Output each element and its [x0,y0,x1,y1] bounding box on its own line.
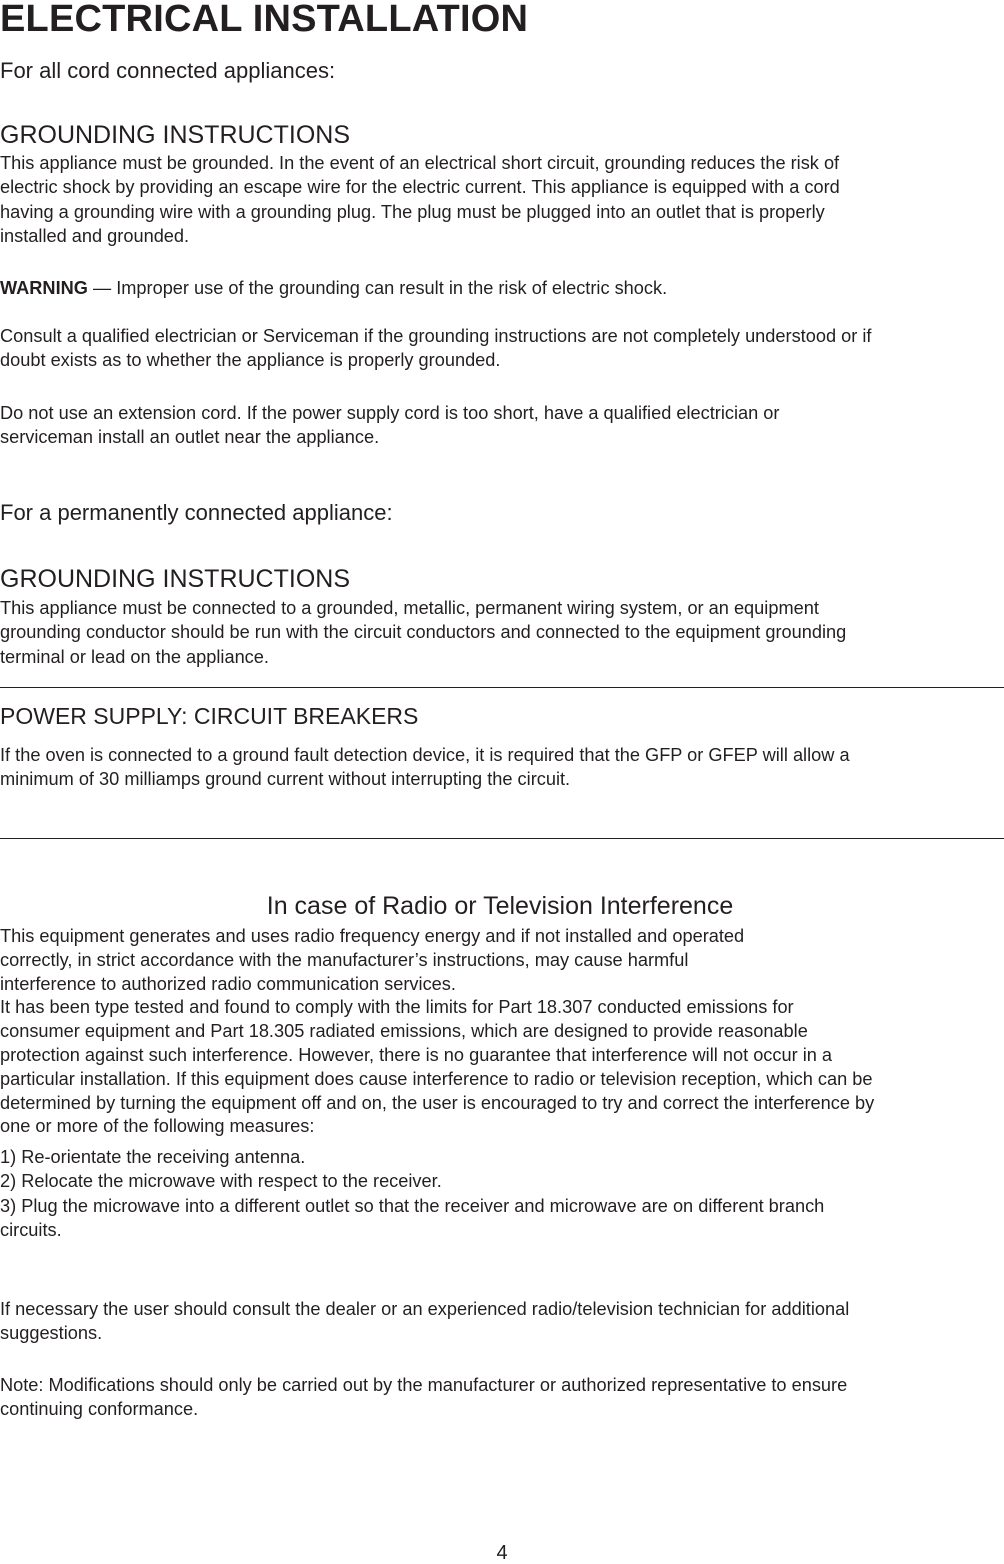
power-supply-heading: POWER SUPPLY: CIRCUIT BREAKERS [0,703,419,729]
paragraph-line: If necessary the user should consult the dealer or an experienced radio/television technician for additional [0,1299,850,1319]
paragraph-line: It has been type tested and found to comply with the limits for Part 18.307 conducted emissions for [0,997,794,1018]
paragraph-line: This appliance must be connected to a grounded, metallic, permanent wiring system, or an equipment [0,598,819,618]
paragraph-line: protection against such interference. However, there is no guarantee that interference will not occur in a [0,1044,833,1065]
consult-paragraph [0,324,871,373]
list-item: 2) Relocate the microwave with respect to the receiver. [0,1171,442,1192]
paragraph-line: suggestions. [0,1323,103,1344]
section-divider [0,838,1004,839]
paragraph-line: Consult a qualified electrician or Serviceman if the grounding instructions are not completely understood or if [0,326,872,346]
grounding-paragraph-cord [0,151,840,249]
paragraph-line: electric shock by providing an escape wire for the electric current. This appliance is equipped with a cord [0,177,840,198]
power-supply-paragraph [0,743,850,792]
paragraph-line: installed and grounded. [0,226,190,247]
grounding-heading-permanent: GROUNDING INSTRUCTIONS [0,565,350,593]
page-title: ELECTRICAL INSTALLATION [0,0,529,40]
measures-list [0,1145,824,1243]
paragraph-line: correctly, in strict accordance with the manufacturer’s instructions, may cause harmful [0,949,689,970]
consult-dealer-paragraph [0,1297,849,1346]
list-item: circuits. [0,1220,62,1241]
paragraph-line: interference to authorized radio communication services. [0,973,456,994]
paragraph-line: consumer equipment and Part 18.305 radiated emissions, which are designed to provide reasonable [0,1021,808,1042]
paragraph-line: If the oven is connected to a ground fault detection device, it is required that the GFP or GFEP will allow a [0,745,850,765]
interference-heading: In case of Radio or Television Interference [266,891,734,920]
warning-text: — Improper use of the grounding can result in the risk of electric shock. [87,278,668,298]
paragraph-line: continuing conformance. [0,1399,199,1420]
page-number: 4 [496,1542,508,1564]
warning-paragraph [0,276,667,300]
paragraph-line: This appliance must be grounded. In the event of an electrical short circuit, grounding reduces the risk of [0,153,840,173]
cord-connected-intro: For all cord connected appliances: [0,58,336,83]
extension-cord-paragraph [0,401,779,450]
warning-label: WARNING [0,278,88,298]
paragraph-line: terminal or lead on the appliance. [0,646,269,667]
paragraph-line: having a grounding wire with a grounding plug. The plug must be plugged into an outlet that is properly [0,201,825,222]
paragraph-line: serviceman install an outlet near the appliance. [0,427,380,448]
paragraph-line: particular installation. If this equipment does cause interference to radio or television reception, which can be [0,1068,873,1089]
section-divider [0,687,1004,688]
paragraph-line: minimum of 30 milliamps ground current without interrupting the circuit. [0,769,571,790]
list-item: 3) Plug the microwave into a different outlet so that the receiver and microwave are on different branch [0,1195,825,1216]
list-item: 1) Re-orientate the receiving antenna. [0,1147,306,1167]
paragraph-line: grounding conductor should be run with the circuit conductors and connected to the equipment grounding [0,622,847,643]
paragraph-line: Do not use an extension cord. If the power supply cord is too short, have a qualified electrician or [0,403,780,423]
interference-paragraph [0,925,874,1139]
paragraph-line: Note: Modifications should only be carried out by the manufacturer or authorized representative to ensure [0,1375,848,1395]
grounding-heading-cord: GROUNDING INSTRUCTIONS [0,121,350,149]
modification-note [0,1373,847,1422]
paragraph-line: one or more of the following measures: [0,1116,315,1137]
grounding-paragraph-permanent [0,596,846,669]
paragraph-line: determined by turning the equipment off and on, the user is encouraged to try and correct the interference by [0,1092,875,1113]
paragraph-line: doubt exists as to whether the appliance is properly grounded. [0,350,501,371]
permanent-connected-intro: For a permanently connected appliance: [0,500,393,525]
paragraph-line: This equipment generates and uses radio frequency energy and if not installed and operated [0,926,745,946]
